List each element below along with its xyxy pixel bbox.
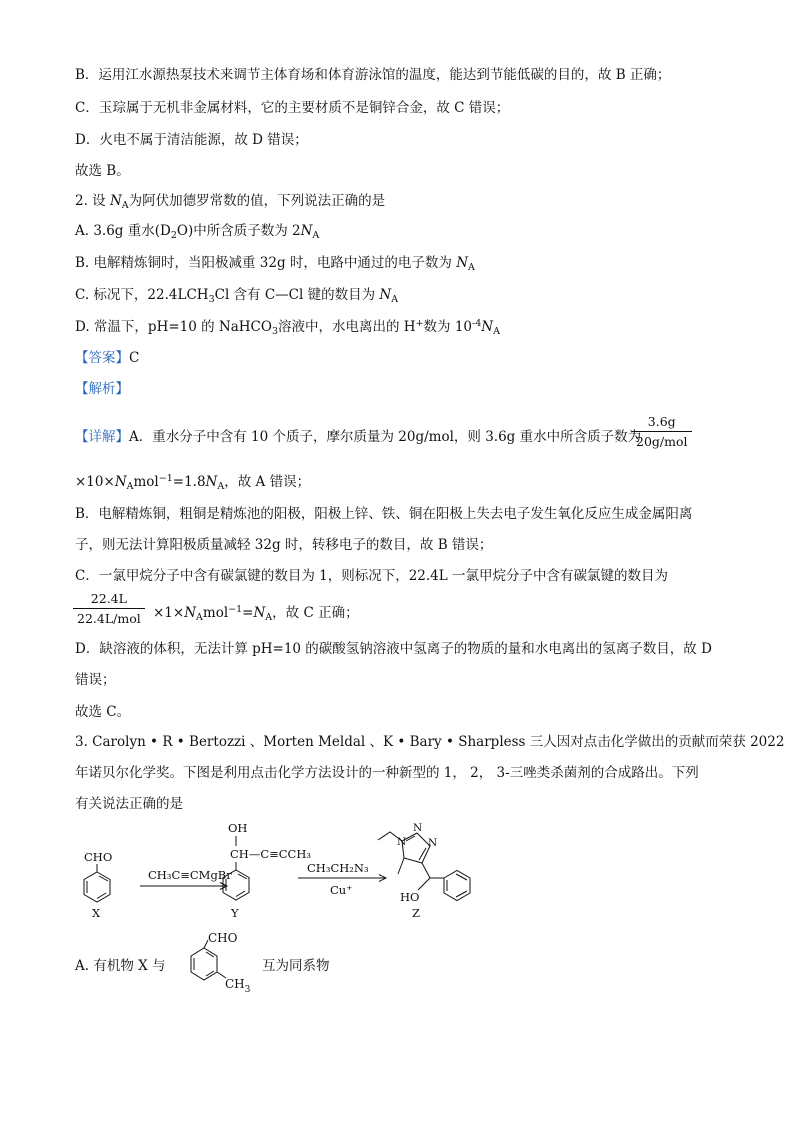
q2-detail-b-line1: B．电解精炼铜，粗铜是精炼池的阳极，阳极上锌、铁、铜在阳极上失去电子发生氧化反应生成金属阳离	[75, 506, 693, 522]
q2-option-b: B. 电解精炼铜时，当阳极减重 32g 时，电路中通过的电子数为 $N_A$	[75, 255, 475, 273]
z-hydroxyl-label: HO	[400, 890, 420, 904]
compound-z-label: Z	[412, 906, 420, 920]
x-aldehyde-label: CHO	[84, 850, 113, 864]
compound-x-structure	[84, 864, 110, 902]
q2-detail-d-line1: D．缺溶液的体积，无法计算 pH=10 的碳酸氢钠溶液中氢离子的物质的量和水电离出的氢离子数目，故 D	[75, 641, 712, 657]
fraction-c	[73, 591, 145, 626]
reagent-1: CH₃C≡CMgBr	[148, 868, 232, 882]
y-chain-label: CH—C≡CCH₃	[230, 847, 311, 861]
triazole-n1: N	[397, 836, 407, 848]
fraction-a-numerator: 3.6g	[647, 414, 676, 429]
q3-option-a-suffix: 互为同系物	[262, 958, 330, 974]
q2-detail-b-line2: 子，则无法计算阳极质量减轻 32g 时，转移电子的数目，故 B 错误；	[75, 537, 493, 553]
q2-analysis-tag: 【解析】	[75, 381, 129, 397]
o-methylbenzaldehyde-structure	[166, 928, 266, 998]
compound-z-structure	[378, 832, 470, 901]
compound-y-label: Y	[231, 906, 239, 920]
fraction-c-denominator: 22.4L/mol	[77, 611, 141, 626]
q3-stem-line2: 年诺贝尔化学奖。下图是利用点击化学方法设计的一种新型的 1， 2， 3-三唑类杀菌剂的合成路出。下列	[75, 765, 699, 781]
answer-tag: 【答案】	[75, 350, 129, 366]
fraction-a-denominator: 20g/mol	[636, 434, 688, 449]
q2-detail-d-line2: 错误；	[75, 672, 116, 688]
q2-detail-a-line2: $\times 10\times N_Amol^{-1}=1.8N_A$，故 A 错误；	[75, 473, 311, 492]
q2-option-c: C. 标况下，$22.4LCH_3Cl$ 含有 C—Cl 键的数目为 $N_A$	[75, 287, 399, 305]
q3-option-a-prefix: A. 有机物 X 与	[75, 958, 166, 974]
q1-option-b-explanation: B．运用江水源热泵技术来调节主体育场和体育游泳馆的温度，能达到节能低碳的目的，故 B 正确；	[75, 67, 671, 83]
reaction-scheme	[60, 818, 520, 930]
catalyst: Cu⁺	[330, 883, 353, 897]
q2-answer: 【答案】C	[75, 350, 140, 366]
fraction-a	[632, 414, 692, 449]
fraction-c-numerator: 22.4L	[90, 591, 127, 606]
q2-option-a: A. 3.6g 重水$(D_2O)$中所含质子数为 $2N_A$	[75, 223, 320, 241]
triazole-n2: N	[413, 822, 423, 834]
q2-detail-c-line1: C．一氯甲烷分子中含有碳氯键的数目为 1，则标况下，22.4L 一氯甲烷分子中含有碳氯键的数目为	[75, 568, 669, 584]
q1-option-c-explanation: C．玉琮属于无机非金属材料，它的主要材质不是铜锌合金，故 C 错误；	[75, 100, 510, 116]
q2-conclusion: 故选 C。	[75, 704, 131, 720]
q3-stem-line3: 有关说法正确的是	[75, 796, 183, 812]
detail-tag: 【详解】	[75, 429, 129, 445]
compound-x-label: X	[92, 906, 101, 920]
y-hydroxyl-label: OH	[228, 821, 248, 835]
q3-stem-line1: 3. Carolyn • R • Bertozzi 、Morten Meldal 、K • Bary • Sharpless 三人因对点击化学做出的贡献而荣获 2022	[75, 734, 785, 750]
q1-option-d-explanation: D．火电不属于清洁能源，故 D 错误；	[75, 132, 308, 148]
o-methyl-cho-label: CHO	[208, 931, 238, 945]
q2-option-d: D. 常温下，pH=10 的 NaHCO$_3$溶液中，水电离出的 H+数为 $10^{-4}N_A$	[75, 318, 500, 337]
q2-detail-c-line2: $\times 1\times N_Amol^{-1}=N_A$，故 C 正确；	[153, 604, 359, 623]
reagent-2: CH₃CH₂N₃	[307, 861, 369, 875]
o-methyl-ch3-label: $CH_3$	[225, 977, 251, 995]
q1-conclusion: 故选 B。	[75, 163, 130, 179]
triazole-n3: N	[428, 837, 438, 849]
q2-detail-a-line1: 【详解】A．重水分子中含有 10 个质子，摩尔质量为 20g/mol，则 3.6g 重水中所含质子数为	[75, 429, 642, 445]
q2-stem: 2. 设 $N_A$为阿伏加德罗常数的值，下列说法正确的是	[75, 193, 386, 211]
